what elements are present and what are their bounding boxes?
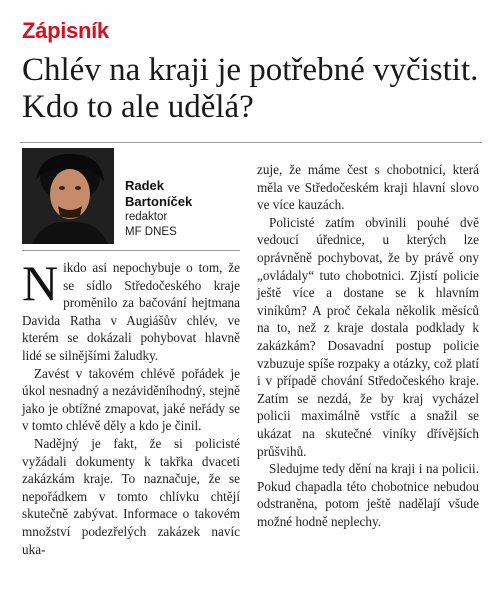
paragraph-5: Sledujme tedy dění na kraji i na policii. Pokud chapadla této chobotnice nebudou odstraněna, potom ještě nadělají všude možné hodně neplechy. [257, 461, 479, 529]
author-last-name: Bartoníček [125, 194, 193, 209]
paragraph-3-right: zuje, že máme čest s chobotnicí, která měla ve Středočeském kraji hlavní slovo ve více kauzách. [257, 162, 479, 213]
paragraph-1-text: ikdo asi nepochybuje o tom, že se sídlo Středočeského kraje proměnilo za bačování hejtmana Davida Ratha v Augiášův chlév, ve kterém se dokázali pohybovat hlavně lidé se silnějšími žaludky. [22, 260, 240, 363]
author-role: redaktor [125, 211, 168, 223]
author-divider [22, 250, 240, 251]
divider [20, 142, 482, 143]
section-kicker: Zápisník [22, 18, 109, 43]
left-column [22, 148, 240, 558]
paragraph-1 [22, 255, 240, 365]
author-first-name: Radek [125, 178, 165, 193]
headline: Chlév na kraji je potřebné vyčistit. Kdo to ale udělá? [22, 52, 479, 125]
paragraph-3-left: Nadějný je fakt, že si policisté vyžádali dokumenty k takřka dvaceti zakázkám kraje. To naznačuje, že se nepořádkem v tomto chlívku chtějí skutečně zabývat. Informace o takovém množství podezřelých zakázek navíc uka- [22, 435, 240, 557]
author-info [125, 178, 192, 240]
paragraph-2: Zavést v takovém chlévě pořádek je úkol nesnadný a nezáviděníhodný, stejně jako je obtížné zmapovat, jaké neřády se v tomto chlévě děly a kdo je činil. [22, 365, 240, 434]
author-box [22, 148, 240, 248]
author-photo [22, 148, 114, 244]
portrait-image-icon [22, 148, 114, 244]
paragraph-4: Policisté zatím obvinili pouhé dvě vedoucí úřednice, u kterých lze oprávněně pochybovat, že by právě ony „ovládaly“ tuto chobotnici. Zjistí policie ještě více a dostane se k hlavním viníkům? A proč čekala několik měsíců na to, než z kraje dostala podklady k zakázkám? Dosavadní postup policie vzbuzuje spíše rozpaky a otázky, což platí i v případě chování Středočeského kraje. Zatím se nezdá, že by kraj vycházel policii maximálně vstříc a snažil se ukázat na skutečné viníky dřívějších průšvihů. [257, 214, 479, 459]
right-column [257, 161, 479, 530]
author-outlet: MF DNES [125, 226, 177, 238]
drop-cap: N [22, 255, 59, 311]
